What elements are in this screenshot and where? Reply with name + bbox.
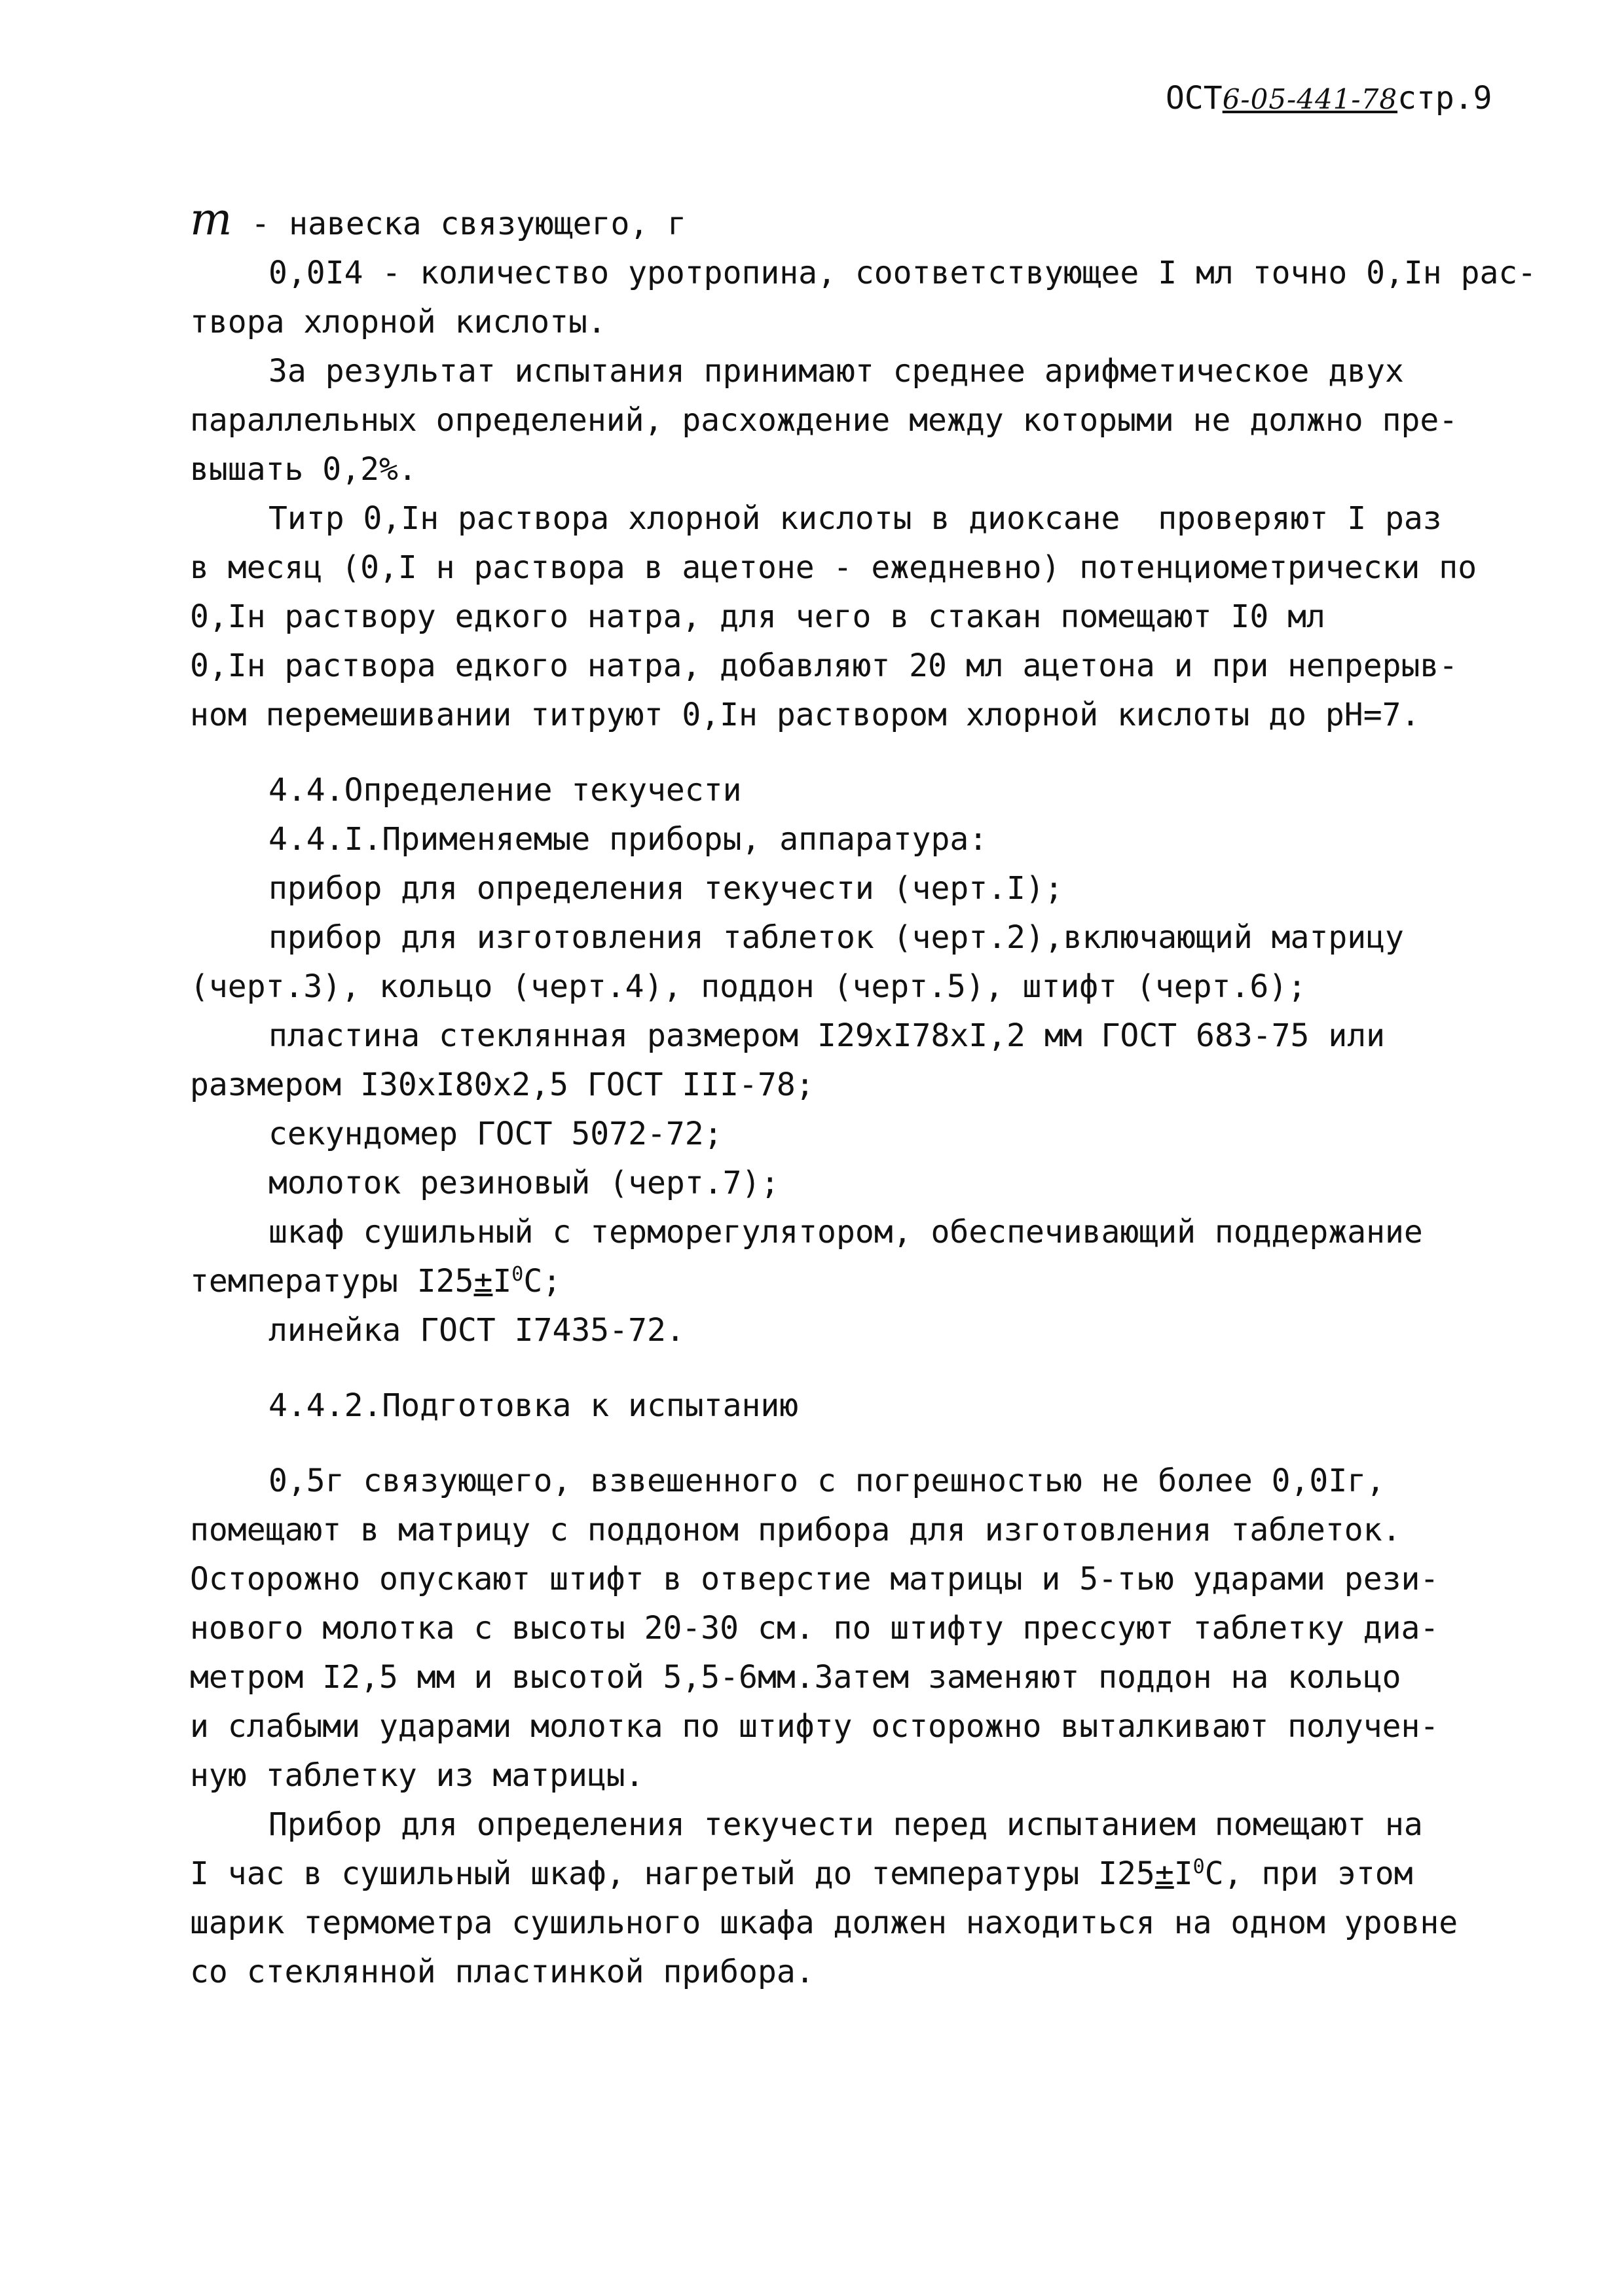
text-line: пластина стеклянная размером I29хI78хI,2 мм ГОСТ 683-75 или: [268, 1017, 1386, 1054]
text-line: линейка ГОСТ I7435-72.: [268, 1312, 685, 1349]
text-line: Прибор для определения текучести перед испытанием помещают на: [268, 1806, 1423, 1843]
text-line: со стеклянной пластинкой прибора.: [190, 1954, 815, 1990]
text-line: секундомер ГОСТ 5072-72;: [268, 1116, 723, 1152]
text-line: Титр 0,Iн раствора хлорной кислоты в диоксане проверяют I раз: [268, 500, 1442, 537]
text-line: параллельных определений, расхождение между которыми не должно пре-: [190, 402, 1458, 439]
subsection-heading: 4.4.2.Подготовка к испытанию: [268, 1387, 799, 1424]
standard-number-handwritten: 6-05-441-78: [1222, 83, 1398, 115]
text-line: шкаф сушильный с терморегулятором, обеспечивающий поддержание: [268, 1214, 1423, 1250]
text-line: 0,Iн раствору едкого натра, для чего в стакан помещают I0 мл: [190, 598, 1325, 635]
text-line: размером I30хI80х2,5 ГОСТ III-78;: [190, 1066, 815, 1103]
page-header: [1166, 80, 1585, 117]
text-line: молоток резиновый (черт.7);: [268, 1165, 780, 1201]
text-line: шарик термометра сушильного шкафа должен находиться на одном уровне: [190, 1904, 1458, 1941]
text-line: За результат испытания принимают среднее арифметическое двух: [268, 353, 1404, 390]
text-line: твора хлорной кислоты.: [190, 304, 606, 340]
text-line: прибор для определения текучести (черт.I);: [268, 870, 1063, 907]
text-line: 0,5г связующего, взвешенного с погрешностью не более 0,0Iг,: [268, 1463, 1386, 1499]
text-line: 0,Iн раствора едкого натра, добавляют 20 мл ацетона и при непрерыв-: [190, 647, 1458, 684]
text-line: 0,0I4 - количество уротропина, соответствующее I мл точно 0,Iн рас-: [268, 255, 1537, 291]
text-line: ном перемешивании титруют 0,Iн раствором хлорной кислоты до pH=7.: [190, 697, 1420, 733]
text-line: нового молотка с высоты 20-30 см. по штифту прессуют таблетку диа-: [190, 1610, 1439, 1647]
text-line: и слабыми ударами молотка по штифту осторожно выталкивают получен-: [190, 1708, 1439, 1745]
text-line: помещают в матрицу с поддоном прибора для изготовления таблеток.: [190, 1512, 1401, 1548]
text-line: температуры $I25\pm I^0С$;: [190, 1263, 562, 1300]
text-line: ную таблетку из матрицы.: [190, 1757, 644, 1794]
variable-m: m: [190, 194, 232, 246]
subsection-heading: 4.4.I.Применяемые приборы, аппаратура:: [268, 821, 988, 858]
text-line: m - навеска связующего, г: [190, 194, 687, 246]
standard-prefix: ОСТ: [1166, 80, 1223, 117]
text-line: в месяц (0,I н раствора в ацетоне - ежедневно) потенциометрически по: [190, 549, 1477, 586]
page-number: стр.9: [1397, 80, 1492, 117]
text-line: (черт.3), кольцо (черт.4), поддон (черт.5), штифт (черт.6);: [190, 968, 1307, 1005]
text-line: вышать 0,2%.: [190, 451, 417, 488]
section-heading: 4.4.Определение текучести: [268, 772, 742, 809]
text-line: I час в сушильный шкаф, нагретый до температуры $I25\pm I^0С$, при этом: [190, 1855, 1413, 1892]
text-line: метром I2,5 мм и высотой 5,5-6мм.Затем заменяют поддон на кольцо: [190, 1659, 1401, 1696]
text-line: прибор для изготовления таблеток (черт.2),включающий матрицу: [268, 919, 1404, 956]
text-line: Осторожно опускают штифт в отверстие матрицы и 5-тью ударами рези-: [190, 1561, 1439, 1597]
document-body: [190, 195, 1572, 1997]
